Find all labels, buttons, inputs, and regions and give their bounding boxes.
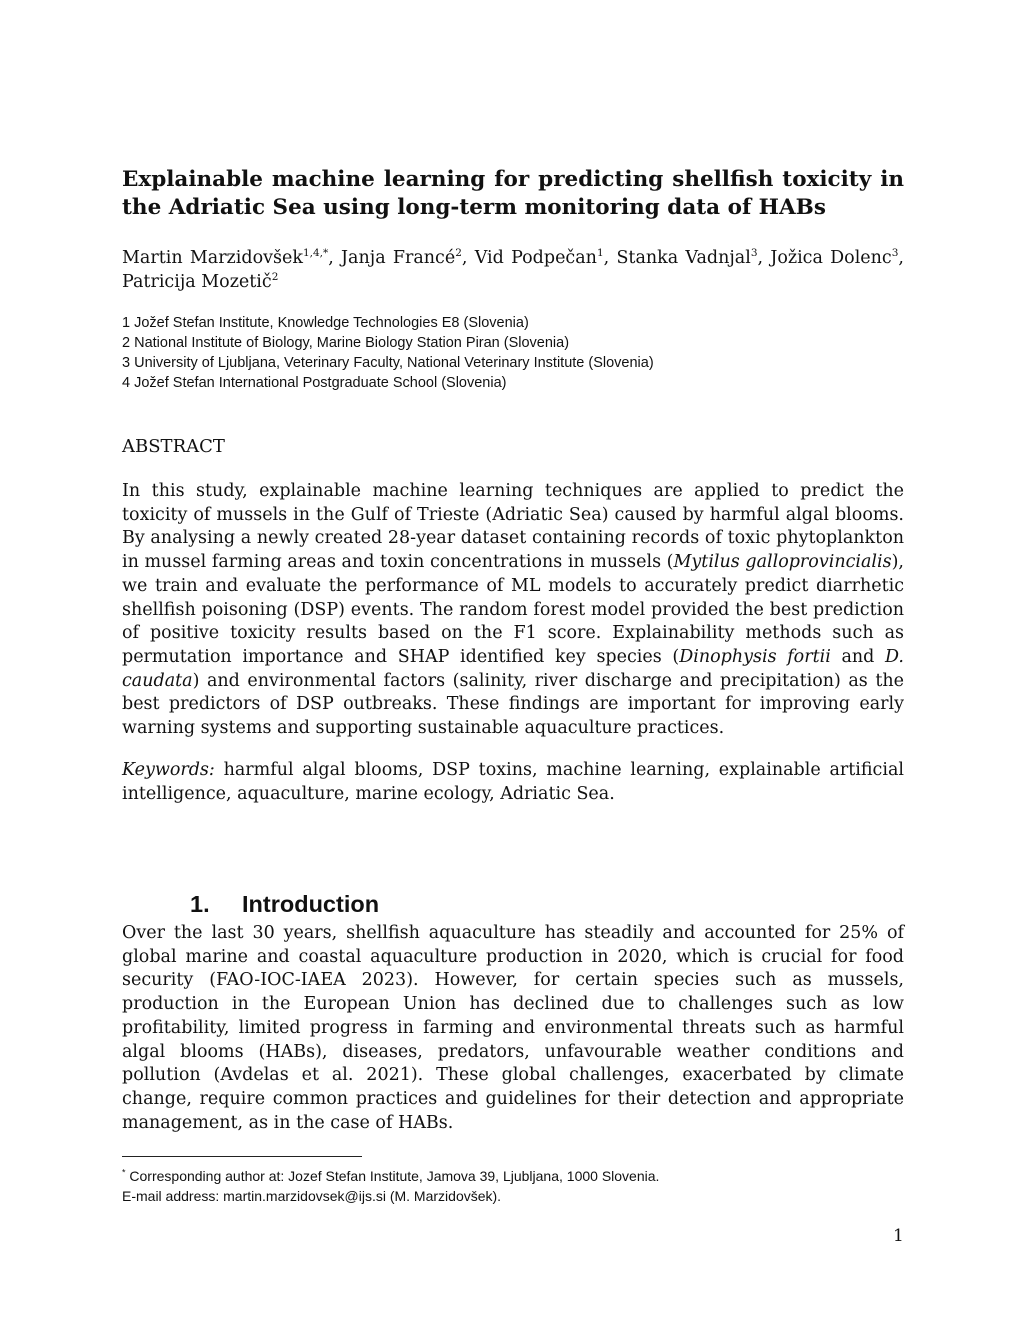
author-name: Vid Podpečan <box>474 248 597 268</box>
author-name: Martin Marzidovšek <box>122 248 303 268</box>
section-heading <box>190 888 379 920</box>
affiliation: 2 National Institute of Biology, Marine Biology Station Piran (Slovenia) <box>122 335 570 351</box>
footnote-text: Corresponding author at: Jozef Stefan Institute, Jamova 39, Ljubljana, 1000 Slovenia. <box>125 1168 660 1184</box>
abstract-part: and <box>830 646 886 667</box>
species-name: D. caudata <box>122 646 904 691</box>
paper-title: Explainable machine learning for predicting shellfish toxicity in the Adriatic Sea using long-term monitoring data of HABs <box>122 167 904 220</box>
affiliation: 1 Jožef Stefan Institute, Knowledge Technologies E8 (Slovenia) <box>122 315 529 331</box>
author-name: Patricija Mozetič <box>122 272 272 292</box>
author-list <box>122 246 904 294</box>
page-number: 1 <box>893 1226 904 1246</box>
footnote-marker: * <box>122 1167 126 1178</box>
section-number: 1. <box>190 891 210 917</box>
abstract-heading: ABSTRACT <box>122 436 225 457</box>
author-separator: , <box>328 248 342 268</box>
abstract-text <box>122 480 904 741</box>
author-separator: , <box>757 248 771 268</box>
footnote-divider <box>122 1156 362 1157</box>
author-affiliation-marker: 2 <box>455 247 462 260</box>
species-name: Dinophysis fortii <box>679 646 831 667</box>
keywords <box>122 759 904 806</box>
section-title: Introduction <box>242 891 380 917</box>
author-affiliation-marker: 3 <box>750 247 758 260</box>
author-separator: , <box>898 248 904 268</box>
keywords-text: harmful algal blooms, DSP toxins, machine learning, explainable artificial intelligence, aquaculture, marine ecology, Adriatic Sea. <box>122 760 904 804</box>
affiliation: 3 University of Ljubljana, Veterinary Faculty, National Veterinary Institute (Slovenia) <box>122 355 654 371</box>
author-name: Stanka Vadnjal <box>616 248 751 268</box>
author-affiliation-marker: 3 <box>891 247 899 260</box>
keywords-label: Keywords: <box>122 760 215 780</box>
abstract-part: In this study, explainable machine learning techniques are applied to predict the toxicity of mussels in the Gulf of Trieste (Adriatic Sea) caused by harmful algal blooms. By analysing a newly created 28-year dataset containing records of toxic phytoplankton in mussel farming areas and toxin concentrations in mussels ( <box>122 481 904 573</box>
author-affiliation-marker: 1 <box>596 247 604 260</box>
author-separator: , <box>461 248 475 268</box>
author-separator: , <box>603 248 617 268</box>
author-affiliation-marker: 1,4,* <box>302 247 329 260</box>
author-name: Janja Francé <box>341 248 456 268</box>
abstract-part: ) and environmental factors (salinity, river discharge and precipitation) as the best predictors of DSP outbreaks. These findings are important for improving early warning systems and supporting sustainable aquaculture practices. <box>122 670 904 739</box>
abstract-part: ), we train and evaluate the performance of ML models to accurately predict diarrhetic shellfish poisoning (DSP) events. The random forest model provided the best prediction of positive toxicity results based on the F1 score. Explainability methods such as permutation importance and SHAP identified key species ( <box>122 552 904 667</box>
footnote <box>122 1166 904 1206</box>
affiliations <box>122 313 904 393</box>
footnote-line <box>122 1166 904 1186</box>
species-name: Mytilus galloprovincialis <box>673 552 892 573</box>
author-affiliation-marker: 2 <box>271 271 279 284</box>
footnote-email: E-mail address: martin.marzidovsek@ijs.si (M. Marzidovšek). <box>122 1188 502 1204</box>
introduction-text: Over the last 30 years, shellfish aquaculture has steadily and accounted for 25% of global marine and coastal aquaculture production in 2020, which is crucial for food security (FAO-IOC-IAEA 2023). However, for certain species such as mussels, production in the European Union has declined due to challenges such as low profitability, limited progress in farming and environmental threats such as harmful algal blooms (HABs), diseases, predators, unfavourable weather conditions and pollution (Avdelas et al. 2021). These global challenges, exacerbated by climate change, require common practices and guidelines for their detection and appropriate management, as in the case of HABs. <box>122 923 904 1133</box>
author-name: Jožica Dolenc <box>770 248 892 268</box>
affiliation: 4 Jožef Stefan International Postgraduate School (Slovenia) <box>122 375 507 391</box>
